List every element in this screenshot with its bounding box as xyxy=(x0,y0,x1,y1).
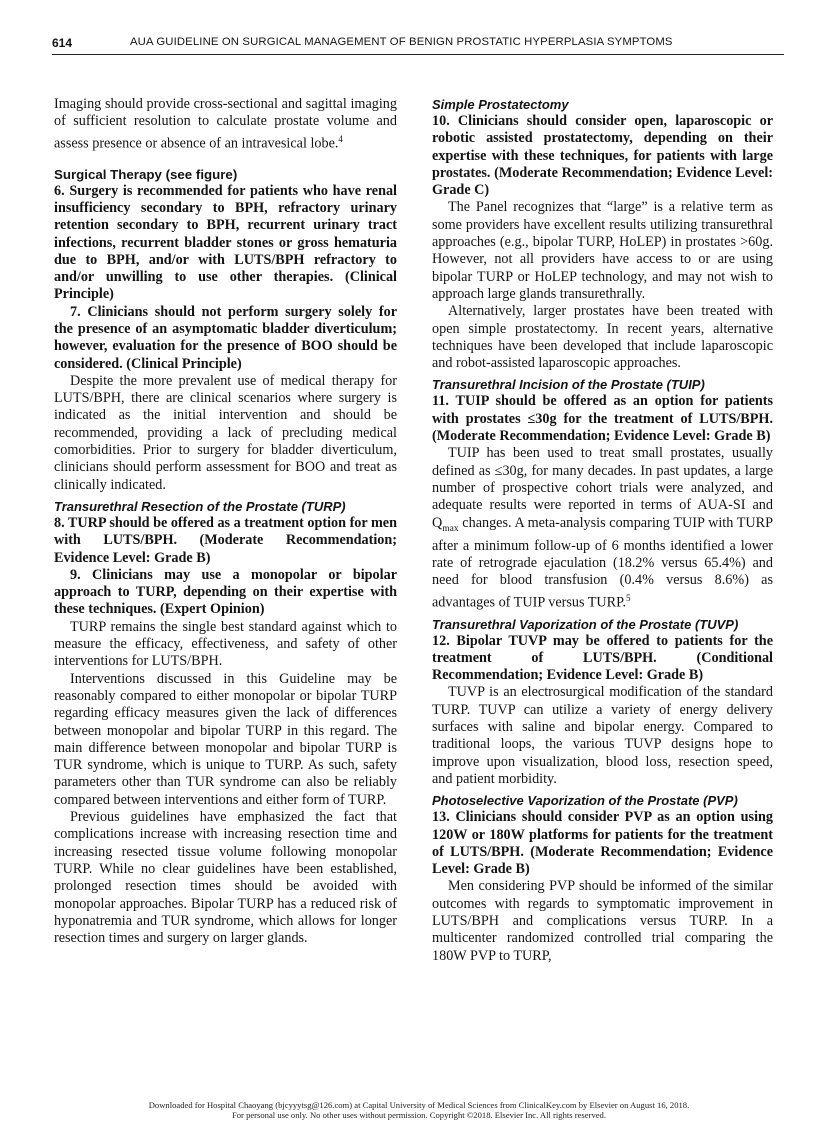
recommendation-13: 13. Clinicians should consider PVP as an option using 120W or 180W platforms for patients for the treatment of LUTS/BPH. (Moderate Recommendation; Evidence Level: Grade B) xyxy=(432,809,773,878)
page-number: 614 xyxy=(52,36,73,50)
running-header xyxy=(52,34,784,55)
recommendation-8: 8. TURP should be offered as a treatment option for men with LUTS/BPH. (Moderate Recommendation; Evidence Level: Grade B) xyxy=(54,514,397,566)
tuip-heading: Transurethral Incision of the Prostate (TUIP) xyxy=(432,377,705,393)
turp-paragraph-2: Interventions discussed in this Guideline may be reasonably compared to either monopolar or bipolar TURP regarding efficacy measures given the lack of differences between monopolar and bipolar TURP in this regard. The main difference between monopolar and bipolar TURP is TUR syndrome, which is unique to TURP. As such, safety parameters other than TUR syndrome can also be reliably compared between interventions and either form of TURP. xyxy=(54,670,397,808)
imaging-paragraph: Imaging should provide cross-sectional and sagittal imaging of sufficient resolution to calculate prostate volume and assess presence or absence of an intravesical lobe.$^4$ xyxy=(54,96,397,152)
running-title: AUA GUIDELINE ON SURGICAL MANAGEMENT OF BENIGN PROSTATIC HYPERPLASIA SYMPTOMS xyxy=(130,36,673,48)
turp-paragraph-1: TURP remains the single best standard against which to measure the efficacy, effectiveness, and safety of other interventions for LUTS/BPH. xyxy=(54,618,397,670)
pvp-heading: Photoselective Vaporization of the Prostate (PVP) xyxy=(432,793,738,809)
footer-line-2: For personal use only. No other uses without permission. Copyright ©2018. Elsevier Inc. All rights reserved. xyxy=(231,1110,607,1120)
citation-5: 5 xyxy=(626,592,631,603)
recommendation-7: 7. Clinicians should not perform surgery solely for the presence of an asymptomatic bladder diverticulum; however, evaluation for the presence of BOO should be considered. (Clinical Principle) xyxy=(54,303,397,372)
tuvp-paragraph: TUVP is an electrosurgical modification of the standard TURP. TUVP can utilize a variety of energy delivery surfaces with saline and bipolar energy. Compared to traditional loops, the various TUVP designs hope to improve upon visualization, blood loss, resection speed, and patient morbidity. xyxy=(432,684,773,787)
right-column xyxy=(432,96,773,965)
surgery-indication-paragraph: Despite the more prevalent use of medical therapy for LUTS/BPH, there are clinical scenarios where surgery is indicated as the initial intervention and should be recommended, providing a lack of precluding medical comorbidities. Prior to surgery for bladder diverticulum, clinicians should perform assessment for BOO and treat as clinically indicated. xyxy=(54,372,397,493)
tuip-paragraph: TUIP has been used to treat small prostates, usually defined as ≤30g, for many decades. In past updates, a large number of prospective cohort trials were analyzed, and adequate results were reported in terms of AUA-SI and $Q_{max}$ changes. A meta-analysis comparing TUIP with TURP after a minimum follow-up of 6 months identified a lower rate of retrograde ejaculation (18.2% versus 65.4%) and need for blood transfusion (0.4% versus 8.6%) as advantages of TUIP versus TURP.$^5$ xyxy=(432,445,773,611)
tuvp-heading: Transurethral Vaporization of the Prostate (TUVP) xyxy=(432,616,739,632)
citation-4: 4 xyxy=(338,133,343,144)
recommendation-10: 10. Clinicians should consider open, laparoscopic or robotic assisted prostatectomy, depending on their expertise with these techniques, for patients with large prostates. (Moderate Recommendation; Evidence Level: Grade C) xyxy=(432,113,773,199)
turp-heading: Transurethral Resection of the Prostate (TURP) xyxy=(54,498,346,514)
surgical-therapy-heading: Surgical Therapy (see figure) xyxy=(54,166,238,182)
simple-paragraph-1: The Panel recognizes that “large” is a relative term as some providers have excellent results utilizing transurethral approaches (e.g., bipolar TURP, HoLEP) in prostates >60g. However, not all providers have access to or are using bipolar TURP or HoLEP technology, and may not wish to approach large glands transurethrally. xyxy=(432,199,773,302)
simple-paragraph-2: Alternatively, larger prostates have been treated with open simple prostatectomy. In recent years, alternative techniques have been developed that include laparoscopic and robot-assisted laparoscopic approaches. xyxy=(432,303,773,372)
recommendation-6: 6. Surgery is recommended for patients who have renal insufficiency secondary to BPH, refractory urinary retention secondary to BPH, recurrent urinary tract infections, recurrent bladder stones or gross hematuria due to BPH, and/or with LUTS/BPH refractory to and/or unwilling to use other therapies. (Clinical Principle) xyxy=(54,182,397,303)
qmax-subscript: max xyxy=(442,523,459,534)
footer-line-1: Downloaded for Hospital Chaoyang (bjcyyytsg@126.com) at Capital University of Medical Sciences from ClinicalKey.com by Elsevier on August 16, 2018. xyxy=(148,1100,690,1110)
download-footer xyxy=(60,1100,778,1120)
turp-paragraph-3: Previous guidelines have emphasized the fact that complications increase with increasing resection time and increasing resected tissue volume following monopolar TURP. While no clear guidelines have been established, prolonged resection times should be avoided with monopolar approaches. Bipolar TURP has a reduced risk of hyponatremia and TUR syndrome, which allows for longer resection times and surgery on larger glands. xyxy=(54,809,397,947)
left-column xyxy=(54,96,397,947)
recommendation-11: 11. TUIP should be offered as an option for patients with prostates ≤30g for the treatment of LUTS/BPH. (Moderate Recommendation; Evidence Level: Grade B) xyxy=(432,393,773,445)
recommendation-12: 12. Bipolar TUVP may be offered to patients for the treatment of LUTS/BPH. (Conditional Recommendation; Evidence Level: Grade B) xyxy=(432,632,773,684)
pvp-paragraph: Men considering PVP should be informed of the similar outcomes with regards to symptomatic improvement in LUTS/BPH and complications versus TURP. In a multicenter randomized controlled trial comparing the 180W PVP to TURP, xyxy=(432,878,773,964)
simple-prostatectomy-heading: Simple Prostatectomy xyxy=(432,97,569,112)
recommendation-9: 9. Clinicians may use a monopolar or bipolar approach to TURP, depending on their expertise with these techniques. (Expert Opinion) xyxy=(54,566,397,618)
